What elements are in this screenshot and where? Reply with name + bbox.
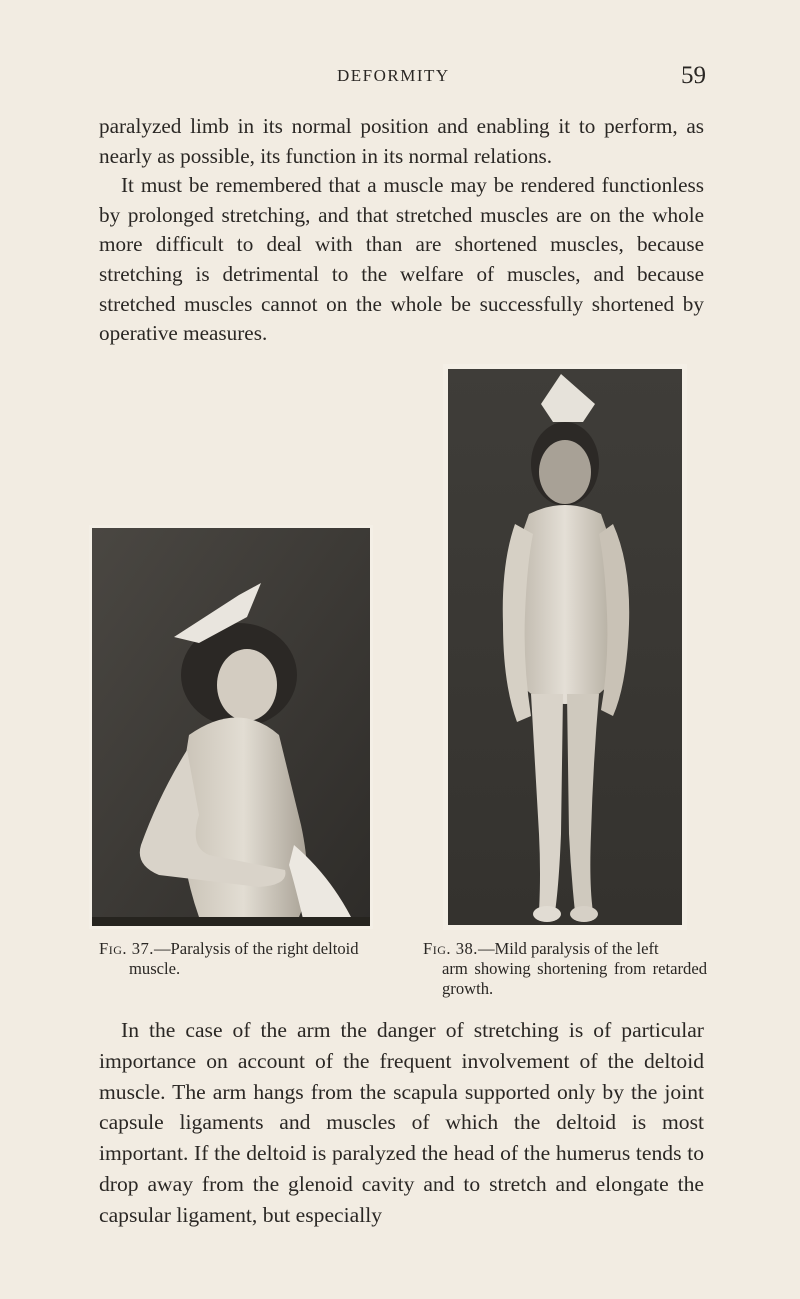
body-text-bottom bbox=[99, 1015, 704, 1231]
figure-37-label: Fig. 37. bbox=[99, 939, 154, 958]
running-head bbox=[0, 60, 800, 100]
figure-37-photo bbox=[89, 525, 373, 929]
figure-38-caption-line-1: —Mild paralysis of the left bbox=[477, 939, 659, 958]
paragraph-continued: paralyzed limb in its normal position and enabling it to perform, as nearly as possible, its function in its normal relations. bbox=[99, 114, 704, 168]
figure-37-caption bbox=[99, 939, 375, 979]
figure-38-label: Fig. 38. bbox=[423, 939, 478, 958]
figure-38-caption-line-2: arm showing shortening from retarded growth. bbox=[442, 959, 707, 998]
page-number: 59 bbox=[681, 62, 706, 89]
figure-38-caption bbox=[423, 939, 707, 999]
running-title: DEFORMITY bbox=[337, 66, 450, 85]
figure-38-photo bbox=[443, 364, 687, 930]
paragraph-arm-deltoid: In the case of the arm the danger of stretching is of particular importance on account of the frequent involvement of the deltoid muscle. The arm hangs from the scapula supported only by the joint capsule ligaments and muscles of which the deltoid is most important. If the deltoid is paralyzed the head of the humerus tends to drop away from the glenoid cavity and to stretch and elongate the capsular ligament, but especially bbox=[99, 1018, 704, 1227]
figure-37-caption-line-1: —Paralysis of the right deltoid bbox=[153, 939, 359, 958]
body-text-top bbox=[99, 112, 704, 349]
photo-paralysis-right-deltoid bbox=[89, 525, 373, 929]
figure-37-caption-line-2: muscle. bbox=[129, 959, 181, 978]
photo-mild-paralysis-left-arm bbox=[443, 364, 687, 930]
paragraph-stretching: It must be remembered that a muscle may be rendered functionless by prolonged stretching, and that stretched muscles are on the whole more difficult to deal with than are shortened muscles, because stretching is detrimental to the welfare of muscles, and because stretched muscles cannot on the whole be successfully shortened by operative measures. bbox=[99, 173, 704, 346]
